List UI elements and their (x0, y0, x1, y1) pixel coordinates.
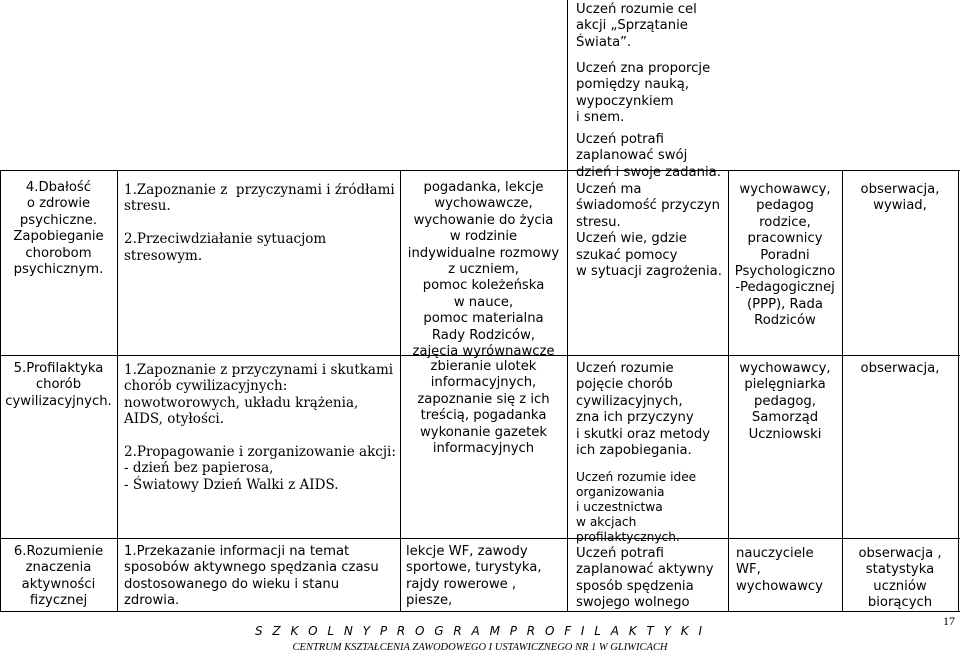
row4-tasks: 1.Zapoznanie z przyczynami i źródłami stresu. 2.Przeciwdziałanie sytuacjom stresowym. (124, 182, 395, 264)
row4-methods: pogadanka, lekcje wychowawcze, wychowanie do życia w rodzinie indywidualne rozmowy z uczniem, pomoc koleżeńska w nauce, pomoc materialna Rady Rodziców, zajęcia wyrównawcze (407, 180, 560, 360)
row6-responsible: nauczyciele WF, wychowawcy (736, 546, 823, 594)
row4-responsible: wychowawcy, pedagog rodzice, pracownicy Poradni Psychologiczno -Pedagogicznej (PPP), Rada Rodziców (734, 182, 836, 329)
table-border-top (0, 170, 960, 171)
row5-outcomes-2: Uczeń rozumie idee organizowania i uczestnictwa w akcjach profilaktycznych. (576, 470, 697, 544)
table-border-right (958, 170, 959, 612)
program-title: S Z K O L N Y P R O G R A M P R O F I L A K T Y K I (254, 624, 706, 638)
institution-name: CENTRUM KSZTAŁCENIA ZAWODOWEGO I USTAWICZNEGO NR 1 W GLIWICACH (292, 642, 668, 653)
row6-methods: lekcje WF, zawody sportowe, turystyka, rajdy rowerowe , piesze, (406, 544, 542, 609)
row-divider-2 (0, 538, 960, 539)
page-number: 17 (943, 614, 955, 628)
row4-area: 4.Dbałość o zdrowie psychiczne. Zapobieganie chorobom psychicznym. (13, 180, 104, 278)
col-divider-1 (117, 170, 118, 612)
row4-outcomes: Uczeń ma świadomość przyczyn stresu. Uczeń wie, gdzie szukać pomocy w sytuacji zagrożenia. (576, 182, 722, 280)
row5-methods: zbieranie ulotek informacyjnych, zapoznanie się z ich treścią, pogadanka wykonanie gazetek informacyjnych (417, 359, 550, 457)
col-divider-3 (567, 170, 568, 612)
top-outcome-3: Uczeń potrafi zaplanować swój dzień i swoje zadania. (576, 132, 721, 180)
row6-area: 6.Rozumienie znaczenia aktywności fizycznej (13, 544, 104, 609)
row6-outcomes: Uczeń potrafi zaplanować aktywny sposób spędzenia swojego wolnego (576, 546, 714, 611)
table-border-bottom (0, 611, 960, 612)
row4-evaluation: obserwacja, wywiad, (860, 182, 940, 214)
top-outcome-2: Uczeń zna proporcje pomiędzy nauką, wypoczynkiem i snem. (576, 61, 711, 126)
row5-responsible: wychowawcy, pielęgniarka pedagog, Samorząd Uczniowski (739, 361, 831, 442)
top-outcome-1: Uczeń rozumie cel akcji „Sprzątanie Świata”. (576, 2, 697, 50)
row5-area: 5.Profilaktyka chorób cywilizacyjnych. (5, 361, 112, 409)
row5-outcomes: Uczeń rozumie pojęcie chorób cywilizacyjnych, zna ich przyczyny i skutki oraz metody ich zapobiegania. (576, 361, 711, 459)
row6-tasks: 1.Przekazanie informacji na temat sposobów aktywnego spędzania czasu dostosowanego do wieku i stanu zdrowia. (124, 544, 379, 609)
row6-evaluation: obserwacja , statystyka uczniów biorących (858, 546, 942, 611)
row5-evaluation: obserwacja, (860, 361, 940, 376)
table-border-top-partial (567, 0, 568, 170)
row5-tasks: 1.Zapoznanie z przyczynami i skutkami chorób cywilizacyjnych: nowotworowych, układu krążenia, AIDS, otyłości. 2.Propagowanie i zorganizowanie akcji: - dzień bez papierosa, - Światowy Dzień Walki z AIDS. (124, 362, 396, 493)
